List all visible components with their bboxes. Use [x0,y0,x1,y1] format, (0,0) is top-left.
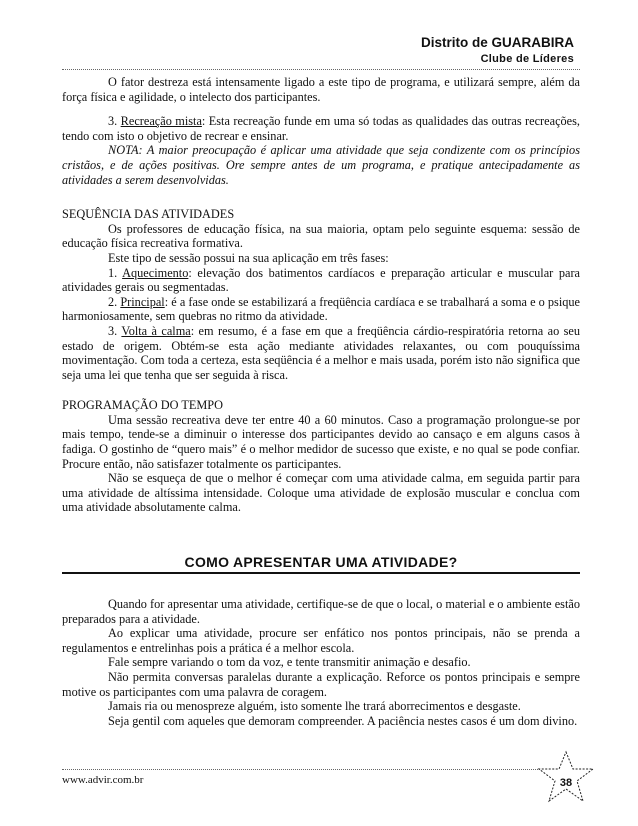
item-number: 3. [108,114,121,129]
page-number: 38 [559,777,573,789]
apresentar-paragraph-5: Jamais ria ou menospreze alguém, isto somente lhe trará aborrecimentos e desgaste. [108,699,521,714]
section-title-programacao: PROGRAMAÇÃO DO TEMPO [62,398,224,413]
header-title: Distrito de GUARABIRA [420,35,574,50]
apresentar-paragraph-2: Ao explicar uma atividade, procure ser enfático nos pontos principais, não se prenda a regulamentos e entrelinhas pois a prática é a melhor escola. [62,626,580,655]
item-term: Aquecimento [122,265,189,280]
phase-item-1 [62,266,580,295]
sequencia-paragraph-2: Este tipo de sessão possui na sua aplicação em três fases: [108,250,389,265]
section-title-sequencia: SEQUÊNCIA DAS ATIVIDADES [62,207,235,222]
header-subtitle: Clube de Líderes [480,53,574,65]
item-text: : em resumo, é a fase em que a freqüência cárdio-respiratória retorna ao seu estado de origem. Obtém-se esta ação mediante atividades relaxantes, ou com pouquíssima movimentação. Com toda a certeza, esta seqüência é a melhor e mais usada, porém isto não significa que seja uma lei que tenha que ser seguida à risca. [62,323,581,382]
sequencia-paragraph-1: Os professores de educação física, na sua maioria, optam pelo seguinte esquema: sessão de educação física recreativa formativa. [62,221,580,251]
section-programacao [62,398,580,515]
item-text: : é a fase onde se estabilizará a freqüência cardíaca e se trabalhará a soma e o psique harmoniosamente, sem quebras no ritmo da atividade. [62,294,580,324]
intro-paragraph-1: O fator destreza está intensamente ligado a este tipo de programa, e utilizará sempre, além da força física e agilidade, o intelecto dos participantes. [62,75,580,104]
note-paragraph: NOTA: A maior preocupação é aplicar uma atividade que seja condizente com os princípios cristãos, e de ações positivas. Ore sempre antes de um programa, e pratique antecipadamente as atividades a serem desenvolvidas. [62,143,580,187]
item-term: Principal [120,294,165,309]
item-number: 1. [108,265,123,280]
intro-paragraph-2 [62,114,580,143]
footer-url: www.advir.com.br [62,774,144,786]
apresentar-paragraph-3: Fale sempre variando o tom da voz, e tente transmitir animação e desafio. [108,655,471,670]
programacao-paragraph-1: Uma sessão recreativa deve ter entre 40 a 60 minutos. Caso a programação prolongue-se por mais tempo, tende-se a diminuir o interesse dos participantes devido ao cansaço e em alguns casos à fadiga. O gostinho de “quero mais” é o melhor medidor de sucesso que existe, e no qual se pode confiar. Procure então, não satisfazer totalmente os participantes. [62,412,580,471]
page-header [421,34,574,67]
main-content [62,75,580,515]
item-text: : Esta recreação funde em uma só todas as qualidades das outras recreações, tendo com isto o objetivo de recrear e ensinar. [62,114,580,143]
item-term: Recreação mista [120,114,202,129]
section-sequencia [62,207,580,382]
section-heading-apresentar: COMO APRESENTAR UMA ATIVIDADE? [62,555,580,574]
phase-item-2 [62,295,580,324]
programacao-paragraph-2: Não se esqueça de que o melhor é começar com uma atividade calma, em seguida partir para uma atividade de altíssima intensidade. Coloque uma atividade de explosão muscular e conclua com uma atividade absolutamente calma. [62,471,580,515]
item-number: 2. [108,294,121,309]
apresentar-paragraph-6: Seja gentil com aqueles que demoram compreender. A paciência nestes casos é um dom divino. [108,713,578,728]
header-divider [62,69,580,70]
item-text: : elevação dos batimentos cardíacos e preparação articular e muscular para atividades gerais ou segmentadas. [62,265,580,295]
footer-divider [62,769,580,770]
apresentar-paragraph-4: Não permita conversas paralelas durante a explicação. Reforce os pontos principais e sempre motive os participantes com uma palavra de coragem. [62,669,580,699]
apresentar-content [62,597,580,728]
item-number: 3. [108,323,122,338]
item-term: Volta à calma [121,323,191,338]
phase-item-3 [62,324,580,382]
apresentar-paragraph-1: Quando for apresentar uma atividade, certifique-se de que o local, o material e o ambiente estão preparados para a atividade. [62,597,580,626]
